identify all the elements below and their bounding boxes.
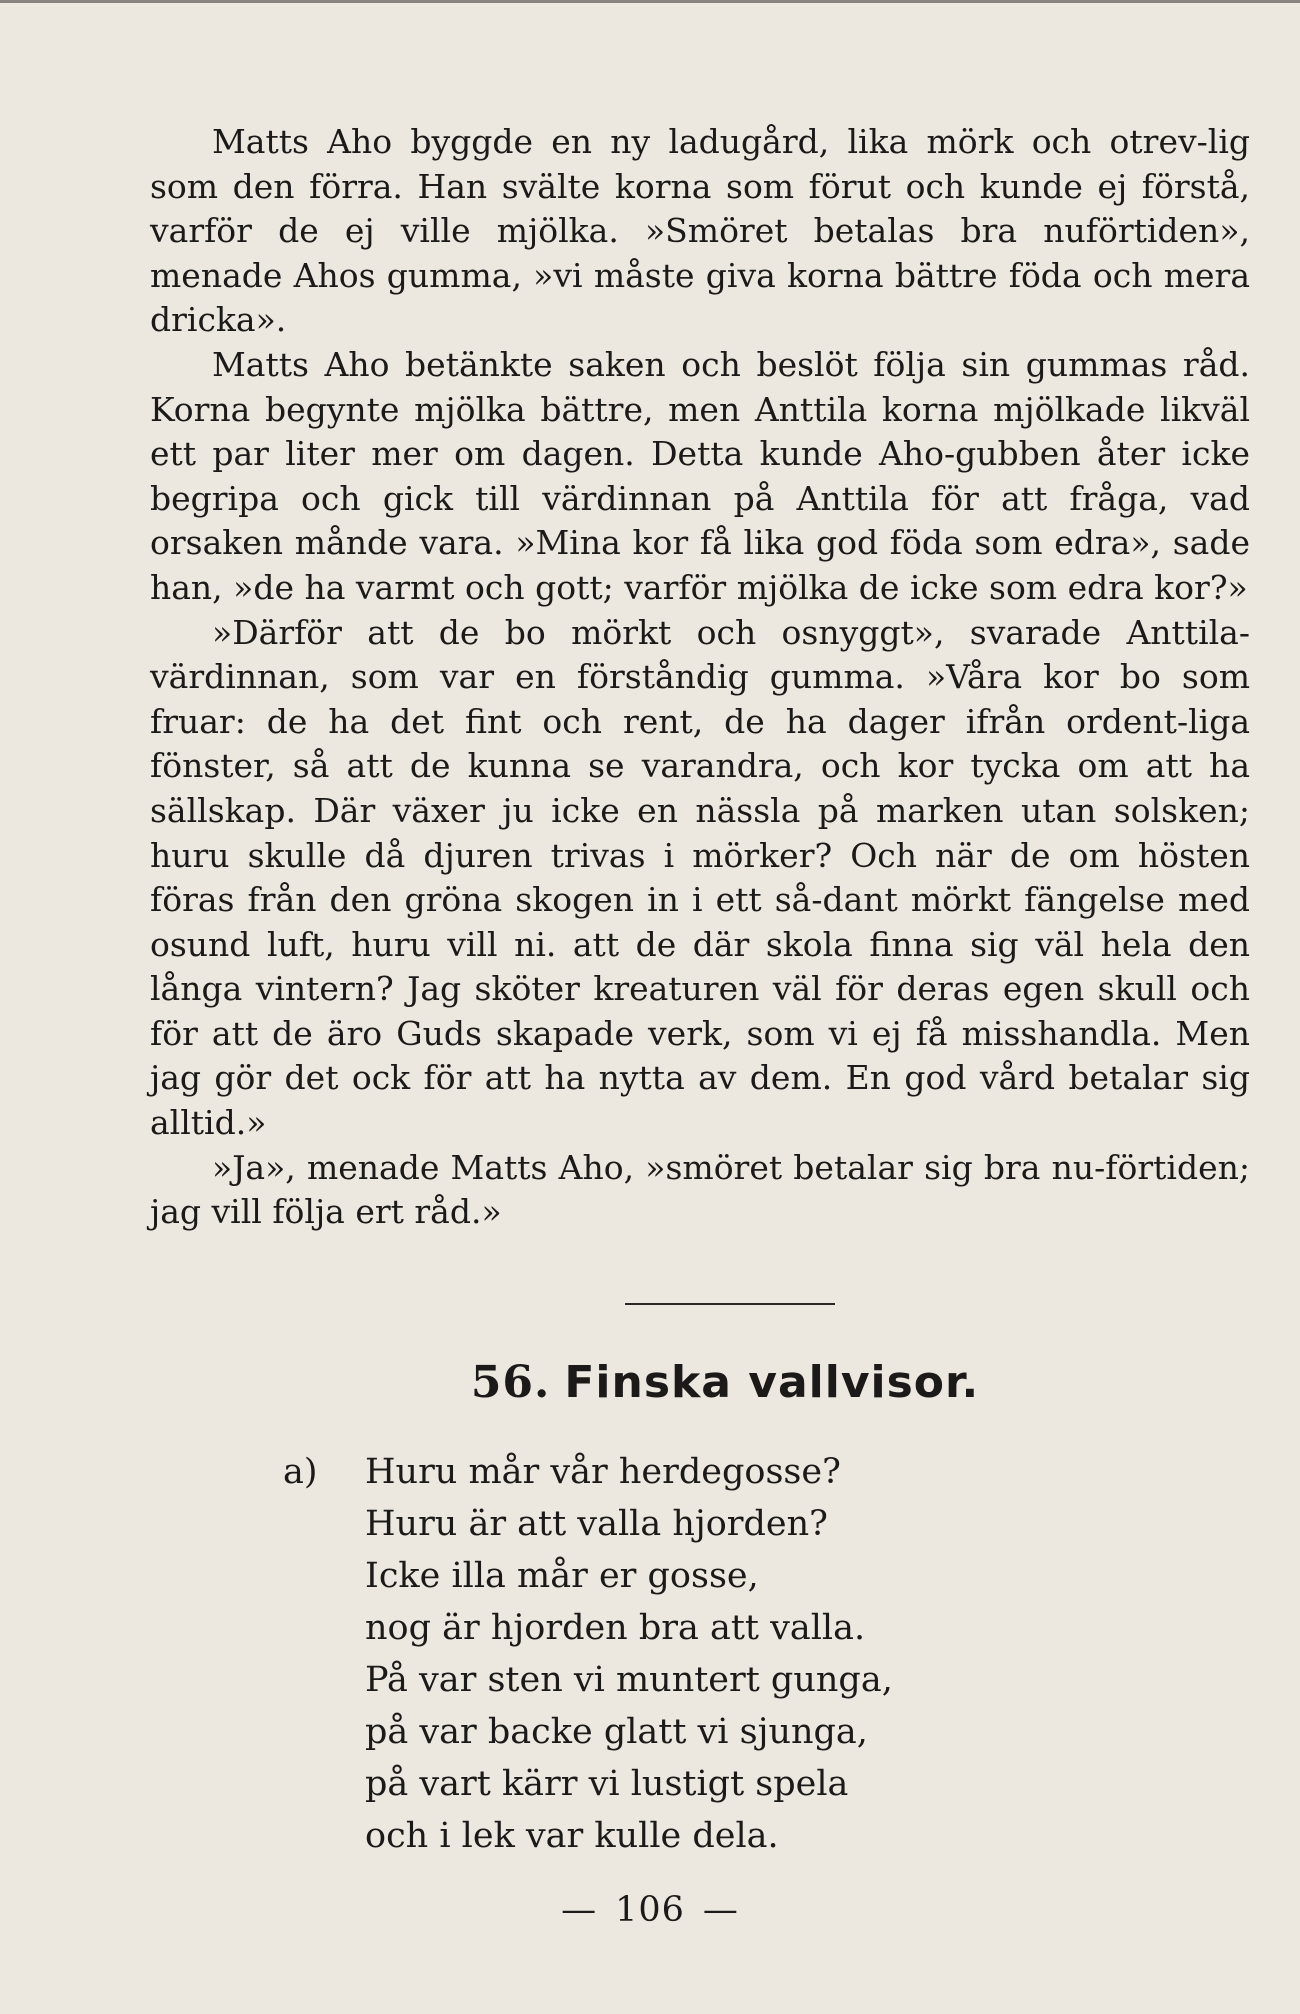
paragraph: »Därför att de bo mörkt och osnyggt», svarade Anttila-värdinnan, som var en förståndig gumma. »Våra kor bo som fruar: de ha det fint och rent, de ha dager ifrån ordent-liga fönster, så att de kunna se varandra, och kor tycka om att ha sällskap. Där växer ju icke en nässla på marken utan solsken; huru skulle då djuren trivas i mörker? Och när de om hösten föras från den gröna skogen in i ett så-dant mörkt fängelse med osund luft, huru vill ni. att de där skola finna sig väl hela den långa vintern? Jag sköter kreaturen väl för deras egen skull och för att de äro Guds skapade verk, som vi ej få misshandla. Men jag gör det ock för att ha nytta av dem. En god vård betalar sig alltid.» [150,612,1250,1143]
folio-dash-left: — [561,1890,598,1930]
poem-lines [365,1446,1250,1862]
paragraph: Matts Aho byggde en ny ladugård, lika mörk och otrev-lig som den förra. Han svälte korna som förut och kunde ej förstå, varför de ej ville mjölka. »Smöret betalas bra nuförtiden», menade Ahos gumma, »vi måste giva korna bättre föda och mera dricka». [150,122,1250,340]
folio-dash-right: — [702,1890,739,1930]
paragraph: Matts Aho betänkte saken och beslöt följa sin gummas råd. Korna begynte mjölka bättre, men Anttila korna mjölkade likväl ett par liter mer om dagen. Detta kunde Aho-gubben åter icke begripa och gick till värdinnan på Anttila för att fråga, vad orsaken månde vara. »Mina kor få lika god föda som edra», sade han, »de ha varmt och gott; varför mjölka de icke som edra kor?» [150,344,1250,607]
poem-line: på var backe glatt vi sjunga, [365,1711,868,1752]
poem [150,1446,1250,1862]
section-heading [175,1357,1275,1408]
poem-line: Huru mår vår herdegosse? [365,1451,841,1492]
book-page [150,120,1250,1862]
poem-line: Icke illa mår er gosse, [365,1555,759,1596]
poem-line: Huru är att valla hjorden? [365,1503,828,1544]
story-text [150,120,1250,1235]
section-number: 56. [470,1356,551,1408]
poem-line: på vart kärr vi lustigt spela [365,1763,849,1804]
poem-line: På var sten vi muntert gunga, [365,1659,893,1700]
section-divider [625,1303,835,1305]
poem-marker: a) [283,1451,318,1492]
page-number [0,1890,1300,1930]
poem-line: nog är hjorden bra att valla. [365,1607,866,1648]
page-edge-rule [0,0,1300,3]
paragraph: »Ja», menade Matts Aho, »smöret betalar sig bra nu-förtiden; jag vill följa ert råd.» [150,1147,1250,1232]
page-number-value: 106 [615,1890,685,1930]
poem-line: och i lek var kulle dela. [365,1815,779,1856]
section-title: Finska vallvisor. [564,1356,980,1408]
